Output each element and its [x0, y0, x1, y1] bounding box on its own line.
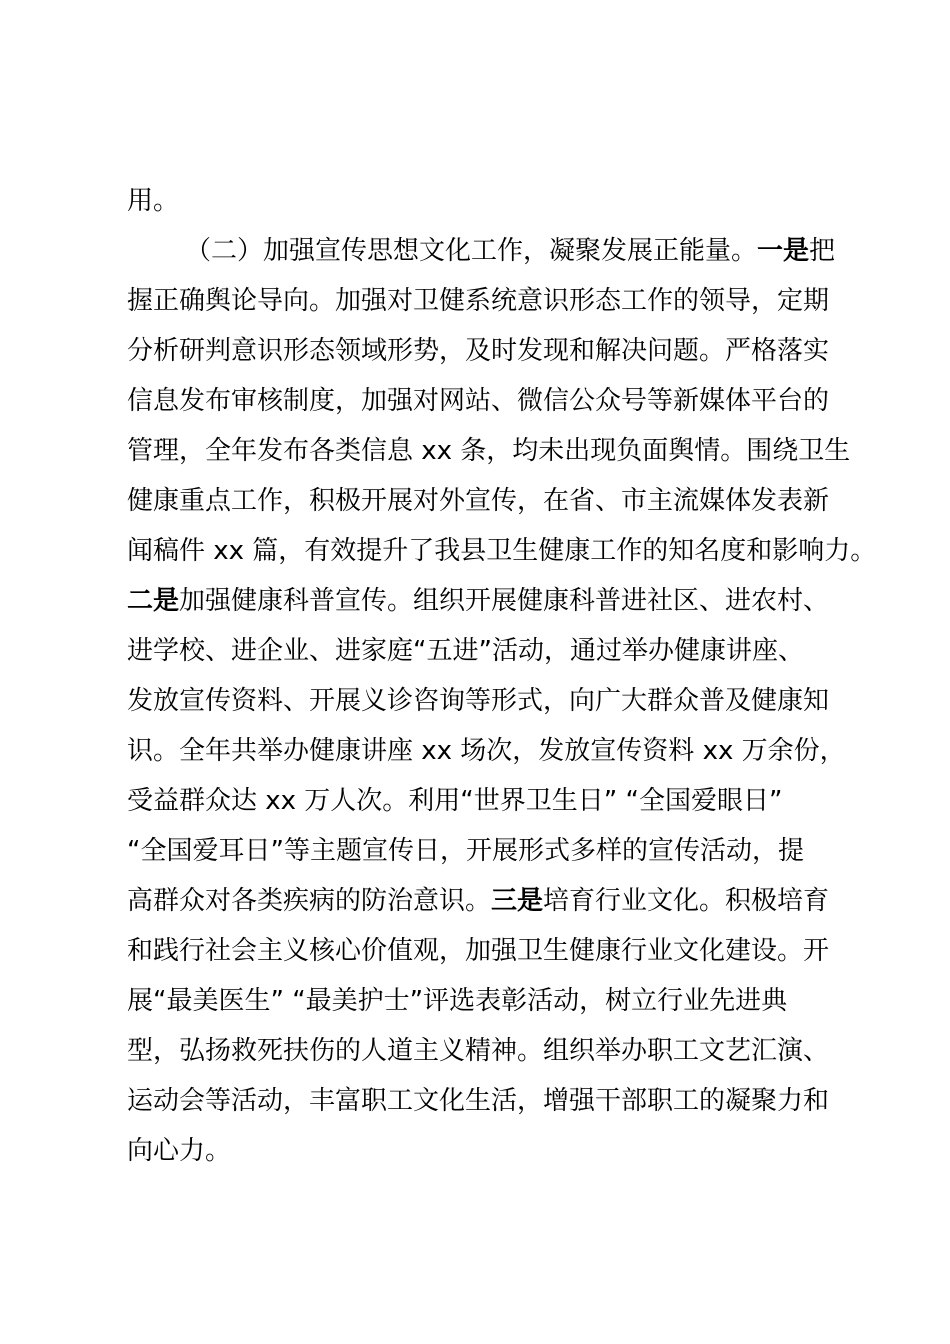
text-line: 受益群众达 xx 万人次。利用“世界卫生日” “全国爱眼日” — [127, 786, 783, 816]
text-span: 加强健康科普宣传。组织开展健康科普进社区、进农村、 — [179, 586, 830, 616]
text-line: 管理，全年发布各类信息 xx 条，均未出现负面舆情。围绕卫生 — [127, 436, 851, 466]
text-line: 和践行社会主义核心价值观，加强卫生健康行业文化建设。开 — [127, 936, 830, 966]
text-line: 健康重点工作，积极开展对外宣传，在省、市主流媒体发表新 — [127, 486, 830, 516]
point-two-label: 二是 — [127, 586, 180, 616]
text-span: 培育行业文化。积极培育 — [543, 886, 830, 916]
text-line: “全国爱耳日”等主题宣传日，开展形式多样的宣传活动，提 — [127, 836, 804, 866]
text-line — [127, 576, 837, 626]
point-one-label: 一是 — [757, 236, 810, 266]
text-line: 向心力。 — [127, 1136, 232, 1166]
text-line: 进学校、进企业、进家庭“五进”活动，通过举办健康讲座、 — [127, 636, 804, 666]
text-span: 高群众对各类疾病的防治意识。 — [127, 886, 492, 916]
text-line: 识。全年共举办健康讲座 xx 场次，发放宣传资料 xx 万余份， — [127, 736, 846, 766]
section-heading-line — [127, 226, 837, 276]
text-line — [127, 876, 837, 926]
text-line: 闻稿件 xx 篇，有效提升了我县卫生健康工作的知名度和影响力。 — [127, 536, 877, 566]
text-line: 运动会等活动，丰富职工文化生活，增强干部职工的凝聚力和 — [127, 1086, 830, 1116]
body-text — [127, 176, 877, 1176]
text-line: 型，弘扬救死扶伤的人道主义精神。组织举办职工文艺汇演、 — [127, 1036, 830, 1066]
text-line: 发放宣传资料、开展义诊咨询等形式，向广大群众普及健康知 — [127, 686, 830, 716]
point-three-label: 三是 — [491, 886, 544, 916]
text-line: 展“最美医生” “最美护士”评选表彰活动，树立行业先进典 — [127, 986, 788, 1016]
text-line: 用。 — [127, 186, 180, 216]
text-line: 握正确舆论导向。加强对卫健系统意识形态工作的领导，定期 — [127, 286, 830, 316]
section-heading: （二）加强宣传思想文化工作，凝聚发展正能量。 — [185, 236, 758, 266]
text-span: 把 — [809, 236, 836, 266]
text-line: 分析研判意识形态领域形势，及时发现和解决问题。严格落实 — [127, 336, 830, 366]
text-line: 信息发布审核制度，加强对网站、微信公众号等新媒体平台的 — [127, 386, 830, 416]
